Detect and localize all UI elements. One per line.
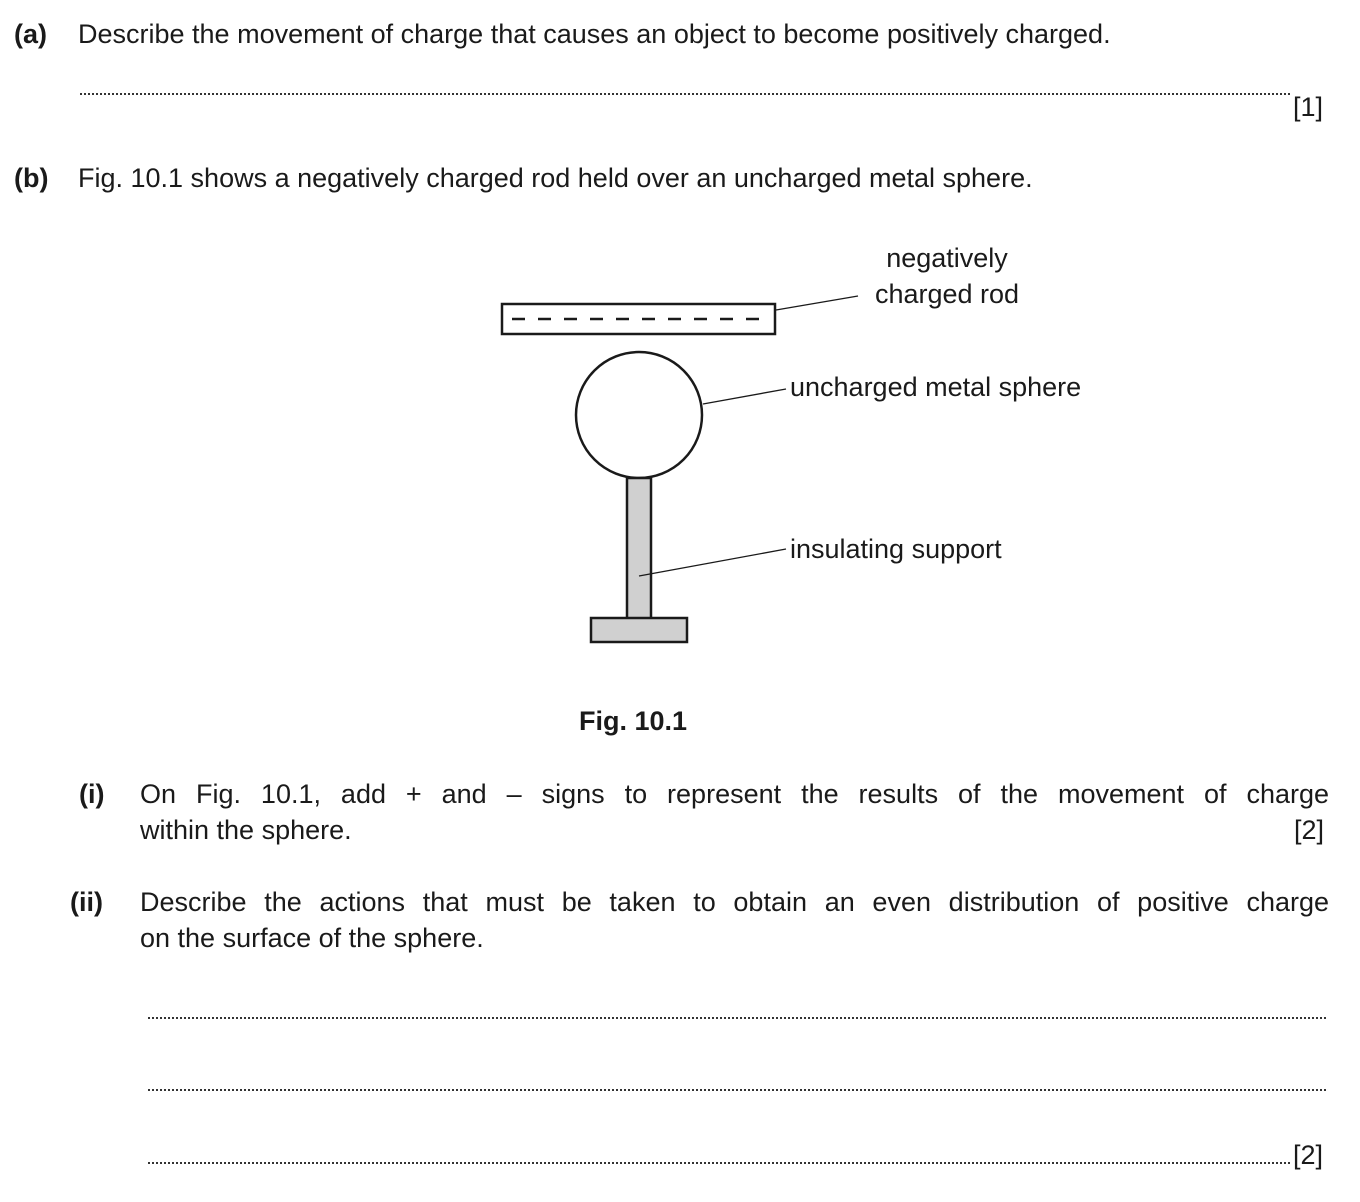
metal-sphere[interactable] — [576, 352, 702, 478]
sphere-label: uncharged metal sphere — [790, 372, 1082, 402]
rod-leader-line — [776, 296, 858, 310]
part-b-label: (b) — [14, 163, 49, 193]
support-leader-line — [639, 549, 786, 576]
part-ii-line1: Describe the actions that must be taken to obtain an even distribution of positive charge — [140, 887, 1329, 917]
insulating-support-base — [591, 618, 687, 642]
insulating-support-stem — [627, 478, 651, 619]
rod-label-line2: charged rod — [874, 279, 1020, 309]
part-i-marks: [2] — [1294, 815, 1325, 845]
part-ii-line2: on the surface of the sphere. — [140, 923, 484, 953]
part-ii-answer-line-2[interactable] — [148, 1089, 1326, 1091]
part-a-marks: [1] — [1293, 92, 1324, 122]
part-i-line2: within the sphere. — [140, 815, 352, 845]
sphere-leader-line — [703, 389, 786, 404]
figure-caption: Fig. 10.1 — [579, 706, 688, 736]
part-a-label: (a) — [14, 19, 47, 49]
part-a-question: Describe the movement of charge that causes an object to become positively charged. — [78, 19, 1111, 49]
part-ii-answer-line-3[interactable] — [148, 1162, 1290, 1164]
part-i-label: (i) — [79, 779, 105, 809]
part-ii-marks: [2] — [1293, 1140, 1324, 1170]
support-label: insulating support — [790, 534, 1002, 564]
part-b-intro: Fig. 10.1 shows a negatively charged rod held over an uncharged metal sphere. — [78, 163, 1033, 193]
part-ii-label: (ii) — [70, 887, 103, 917]
part-ii-answer-line-1[interactable] — [148, 1017, 1326, 1019]
rod-label-line1: negatively — [886, 243, 1008, 273]
part-i-line1: On Fig. 10.1, add + and – signs to represent the results of the movement of charge — [140, 779, 1329, 809]
